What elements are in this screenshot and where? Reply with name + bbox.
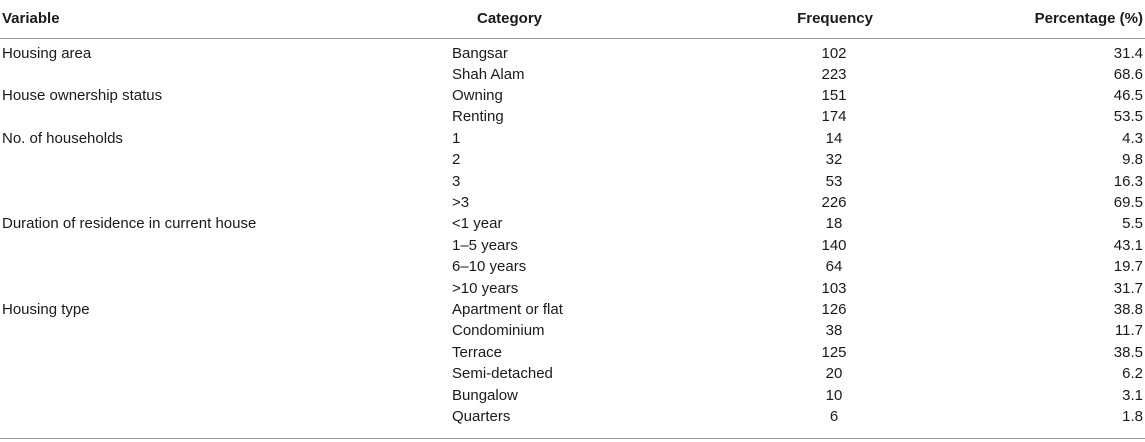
cell-variable: Duration of residence in current house	[2, 215, 257, 233]
cell-frequency: 140	[821, 236, 847, 254]
cell-frequency: 53	[825, 172, 843, 190]
cell-percentage: 69.5	[1113, 194, 1143, 212]
table-row	[0, 363, 1145, 384]
cell-category: Owning	[452, 87, 503, 105]
cell-percentage: 6.2	[1122, 365, 1143, 383]
cell-frequency: 125	[821, 343, 847, 361]
cell-percentage: 4.3	[1122, 129, 1143, 147]
cell-category: 6–10 years	[452, 258, 527, 276]
cell-category: >10 years	[452, 279, 519, 297]
cell-variable	[0, 384, 452, 405]
cell-percentage: 11.7	[1114, 322, 1143, 340]
cell-category: >3	[452, 194, 470, 212]
table-row	[0, 384, 1145, 405]
cell-percentage: 19.7	[1113, 258, 1143, 276]
table-row	[0, 342, 1145, 363]
table-row	[0, 299, 1145, 320]
table-row	[0, 320, 1145, 341]
cell-percentage: 53.5	[1113, 108, 1143, 126]
cell-variable	[0, 106, 452, 127]
table-header	[0, 0, 1145, 38]
cell-variable: House ownership status	[2, 87, 163, 105]
cell-frequency: 14	[825, 129, 843, 147]
cell-variable	[0, 149, 452, 170]
table-body	[0, 38, 1145, 427]
header-row	[0, 0, 1145, 38]
table-row	[0, 64, 1145, 85]
cell-percentage: 9.8	[1122, 151, 1143, 169]
cell-percentage: 5.5	[1122, 215, 1143, 233]
cell-frequency: 20	[825, 365, 843, 383]
cell-variable	[0, 342, 452, 363]
cell-percentage: 46.5	[1113, 87, 1143, 105]
table-bottom-rule	[0, 438, 1145, 439]
cell-variable: No. of households	[2, 129, 123, 147]
cell-category: Renting	[452, 108, 504, 126]
table-row	[0, 406, 1145, 427]
cell-percentage: 16.3	[1113, 172, 1143, 190]
cell-category: Semi-detached	[452, 365, 553, 383]
cell-category: Shah Alam	[452, 65, 525, 83]
cell-category: 1	[452, 129, 461, 147]
cell-variable	[0, 192, 452, 213]
cell-variable	[0, 406, 452, 427]
cell-percentage: 3.1	[1122, 386, 1143, 404]
cell-frequency: 32	[825, 151, 843, 169]
table-row	[0, 85, 1145, 106]
cell-percentage: 68.6	[1113, 65, 1143, 83]
cell-category: Quarters	[452, 407, 511, 425]
cell-frequency: 126	[821, 300, 847, 318]
table-row	[0, 149, 1145, 170]
cell-category: Condominium	[452, 322, 545, 340]
cell-percentage: 31.4	[1113, 44, 1143, 62]
cell-variable	[0, 170, 452, 191]
cell-variable	[0, 363, 452, 384]
cell-category: Bangsar	[452, 44, 508, 62]
header-frequency: Frequency	[710, 0, 930, 38]
cell-percentage: 1.8	[1122, 407, 1143, 425]
cell-category: 2	[452, 151, 461, 169]
cell-variable	[0, 235, 452, 256]
cell-percentage: 43.1	[1113, 236, 1143, 254]
cell-category: Bungalow	[452, 386, 518, 404]
cell-variable	[0, 256, 452, 277]
cell-category: 3	[452, 172, 461, 190]
table-row	[0, 213, 1145, 234]
table-row	[0, 170, 1145, 191]
table-row	[0, 256, 1145, 277]
cell-frequency: 174	[821, 108, 847, 126]
cell-variable: Housing type	[2, 300, 90, 318]
table-row	[0, 38, 1145, 64]
cell-category: Apartment or flat	[452, 300, 563, 318]
cell-frequency: 6	[829, 407, 839, 425]
table-row	[0, 235, 1145, 256]
table-row	[0, 192, 1145, 213]
cell-frequency: 18	[825, 215, 843, 233]
cell-frequency: 103	[821, 279, 847, 297]
cell-percentage: 31.7	[1113, 279, 1143, 297]
table-row	[0, 277, 1145, 298]
cell-frequency: 151	[821, 87, 847, 105]
header-variable: Variable	[0, 0, 452, 38]
cell-frequency: 10	[825, 386, 843, 404]
cell-percentage: 38.5	[1113, 343, 1143, 361]
cell-frequency: 64	[825, 258, 843, 276]
header-category: Category	[452, 0, 710, 38]
cell-variable	[0, 64, 452, 85]
cell-category: <1 year	[452, 215, 503, 233]
cell-frequency: 102	[821, 44, 847, 62]
cell-percentage: 38.8	[1113, 300, 1143, 318]
cell-frequency: 226	[821, 194, 847, 212]
cell-variable	[0, 277, 452, 298]
cell-frequency: 223	[821, 65, 847, 83]
header-percentage: Percentage (%)	[930, 0, 1145, 38]
cell-category: Terrace	[452, 343, 503, 361]
cell-variable: Housing area	[2, 44, 92, 62]
cell-frequency: 38	[825, 322, 843, 340]
table-row	[0, 106, 1145, 127]
cell-variable	[0, 320, 452, 341]
table-row	[0, 128, 1145, 149]
cell-category: 1–5 years	[452, 236, 518, 254]
